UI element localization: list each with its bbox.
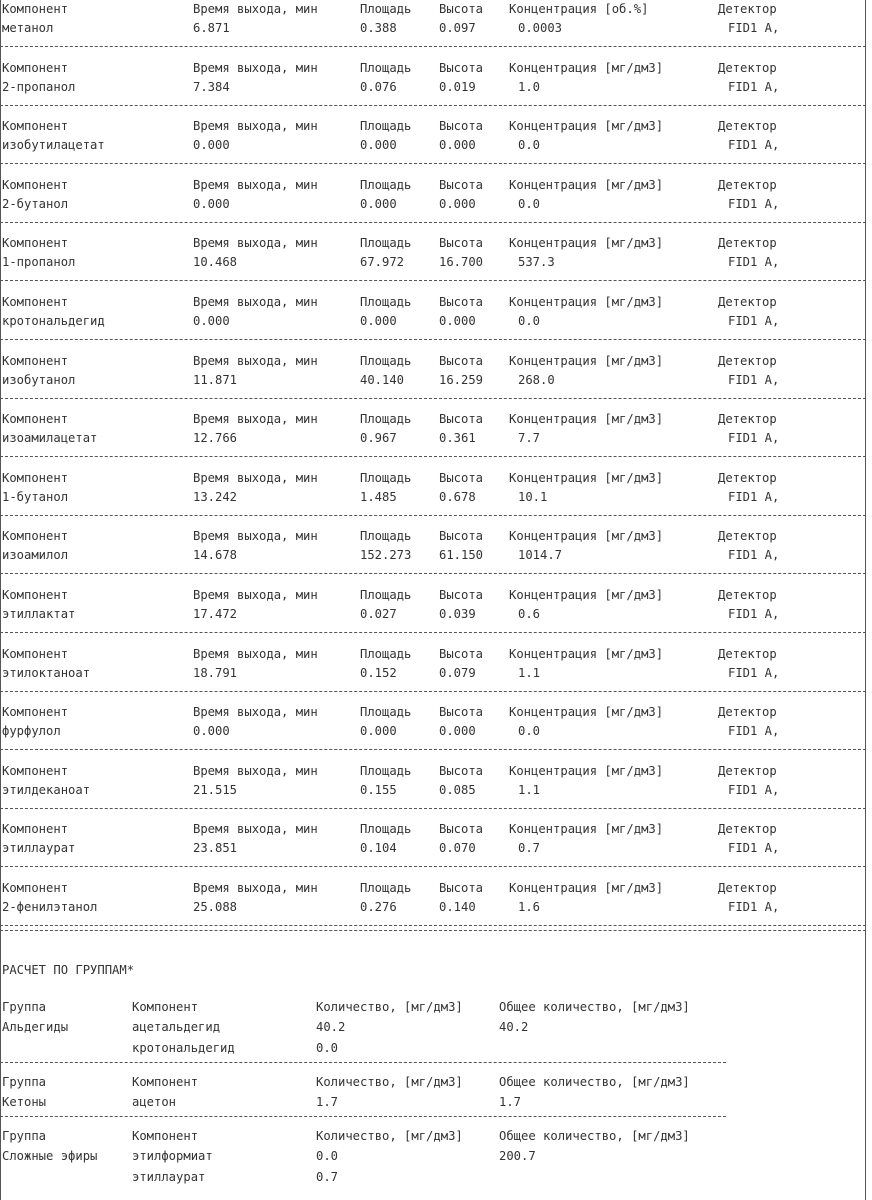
concentration-header: Концентрация [мг/дм3] — [509, 236, 664, 251]
height-value: 0.079 — [439, 665, 476, 680]
total-header: Общее количество, [мг/дм3] — [499, 1075, 690, 1089]
retention-time-header: Время выхода, мин — [193, 763, 318, 778]
component-name: метанол — [2, 21, 54, 35]
detector-value: FID1 A, — [728, 79, 780, 94]
concentration-header: Концентрация [мг/дм3] — [509, 470, 664, 485]
detector-header: Детектор — [718, 236, 777, 251]
detector-value: FID1 A, — [728, 255, 780, 270]
component-name: этиллаурат — [2, 841, 76, 856]
group-header-label: Группа — [2, 1075, 47, 1089]
area-value: 0.155 — [360, 782, 397, 797]
area-header: Площадь — [360, 353, 412, 368]
component-header-label: Компонент — [2, 60, 69, 75]
area-value: 0.152 — [360, 665, 397, 680]
retention-time-value: 21.515 — [193, 782, 238, 797]
concentration-header: Концентрация [мг/дм3] — [509, 588, 664, 602]
detector-value: FID1 A, — [728, 489, 780, 504]
detector-header: Детектор — [718, 119, 777, 134]
retention-time-header: Время выхода, мин — [193, 119, 318, 134]
component-header-label: Компонент — [2, 529, 69, 544]
area-header: Площадь — [360, 177, 412, 192]
group-amount: 0.7 — [316, 1170, 339, 1184]
retention-time-value: 0.000 — [193, 724, 230, 739]
separator-line — [0, 339, 866, 340]
component-name: этилоктаноат — [2, 665, 91, 680]
area-header: Площадь — [360, 470, 412, 485]
height-header: Высота — [439, 2, 484, 16]
concentration-header: Концентрация [об.%] — [509, 2, 649, 16]
component-header-label: Компонент — [2, 177, 69, 192]
concentration-value: 0.0 — [518, 724, 541, 739]
detector-header: Детектор — [718, 470, 777, 485]
height-header: Высота — [439, 236, 484, 251]
retention-time-header: Время выхода, мин — [193, 588, 318, 602]
height-value: 0.000 — [439, 196, 476, 211]
concentration-value: 0.0 — [518, 196, 541, 211]
retention-time-header: Время выхода, мин — [193, 60, 318, 75]
group-separator — [0, 1116, 726, 1117]
retention-time-header: Время выхода, мин — [193, 646, 318, 661]
detector-value: FID1 A, — [728, 21, 780, 35]
detector-header: Детектор — [718, 529, 777, 544]
height-header: Высота — [439, 763, 484, 778]
group-header-label: Группа — [2, 1000, 47, 1014]
area-header: Площадь — [360, 2, 412, 16]
detector-value: FID1 A, — [728, 138, 780, 153]
component-header-label: Компонент — [2, 119, 69, 134]
separator-line — [0, 749, 866, 750]
group-amount: 0.0 — [316, 1041, 339, 1055]
retention-time-header: Время выхода, мин — [193, 2, 318, 16]
right-border — [865, 0, 866, 1200]
concentration-value: 10.1 — [518, 489, 548, 504]
component-name: изоамилол — [2, 548, 69, 563]
component-name: этиллактат — [2, 607, 76, 621]
height-value: 61.150 — [439, 548, 484, 563]
detector-value: FID1 A, — [728, 665, 780, 680]
height-value: 0.678 — [439, 489, 476, 504]
detector-header: Детектор — [718, 2, 777, 16]
concentration-value: 1.1 — [518, 665, 541, 680]
concentration-value: 1.0 — [518, 79, 541, 94]
retention-time-header: Время выхода, мин — [193, 353, 318, 368]
area-value: 0.276 — [360, 900, 397, 914]
component-name: фурфулол — [2, 724, 61, 739]
retention-time-header: Время выхода, мин — [193, 470, 318, 485]
separator-line — [0, 925, 866, 926]
concentration-value: 0.7 — [518, 841, 541, 856]
detector-header: Детектор — [718, 646, 777, 661]
retention-time-header: Время выхода, мин — [193, 822, 318, 837]
height-value: 0.000 — [439, 724, 476, 739]
group-component: этиллаурат — [132, 1170, 206, 1184]
detector-header: Детектор — [718, 881, 777, 895]
area-value: 1.485 — [360, 489, 397, 504]
separator-line — [0, 573, 866, 574]
area-value: 0.076 — [360, 79, 397, 94]
height-header: Высота — [439, 822, 484, 837]
concentration-value: 0.0 — [518, 138, 541, 153]
height-header: Высота — [439, 705, 484, 720]
detector-header: Детектор — [718, 763, 777, 778]
concentration-header: Концентрация [мг/дм3] — [509, 705, 664, 720]
group-name: Альдегиды — [2, 1020, 69, 1034]
retention-time-value: 13.242 — [193, 489, 238, 504]
detector-value: FID1 A, — [728, 548, 780, 563]
height-header: Высота — [439, 60, 484, 75]
retention-time-value: 14.678 — [193, 548, 238, 563]
height-header: Высота — [439, 646, 484, 661]
detector-value: FID1 A, — [728, 841, 780, 856]
separator-line — [0, 691, 866, 692]
retention-time-value: 0.000 — [193, 138, 230, 153]
height-value: 16.259 — [439, 372, 484, 387]
retention-time-header: Время выхода, мин — [193, 705, 318, 720]
retention-time-value: 11.871 — [193, 372, 238, 387]
height-header: Высота — [439, 412, 484, 427]
area-value: 152.273 — [360, 548, 412, 563]
detector-value: FID1 A, — [728, 314, 780, 328]
retention-time-header: Время выхода, мин — [193, 881, 318, 895]
separator-line — [0, 46, 866, 47]
group-separator — [0, 1062, 726, 1063]
component-header-label: Компонент — [2, 646, 69, 661]
group-name: Сложные эфиры — [2, 1149, 98, 1163]
group-component: ацетон — [132, 1095, 177, 1109]
separator-line — [0, 222, 866, 223]
retention-time-value: 7.384 — [193, 79, 230, 94]
group-total: 40.2 — [499, 1020, 529, 1034]
concentration-value: 1014.7 — [518, 548, 563, 563]
group-amount: 40.2 — [316, 1020, 346, 1034]
separator-line — [0, 930, 866, 931]
height-header: Высота — [439, 881, 484, 895]
concentration-value: 268.0 — [518, 372, 555, 387]
height-value: 0.361 — [439, 431, 476, 446]
concentration-header: Концентрация [мг/дм3] — [509, 763, 664, 778]
detector-value: FID1 A, — [728, 900, 780, 914]
concentration-header: Концентрация [мг/дм3] — [509, 177, 664, 192]
component-header-label: Компонент — [2, 470, 69, 485]
component-header-label: Компонент — [2, 236, 69, 251]
component-header-label: Компонент — [2, 295, 69, 309]
retention-time-value: 6.871 — [193, 21, 230, 35]
height-value: 16.700 — [439, 255, 484, 270]
separator-line — [0, 456, 866, 457]
group-name: Кетоны — [2, 1095, 47, 1109]
retention-time-value: 0.000 — [193, 196, 230, 211]
component-header-label: Компонент — [2, 353, 69, 368]
total-header: Общее количество, [мг/дм3] — [499, 1000, 690, 1014]
concentration-value: 0.0003 — [518, 21, 563, 35]
group-total: 1.7 — [499, 1095, 522, 1109]
detector-header: Детектор — [718, 177, 777, 192]
area-header: Площадь — [360, 529, 412, 544]
height-value: 0.140 — [439, 900, 476, 914]
component-name: 2-пропанол — [2, 79, 76, 94]
retention-time-value: 0.000 — [193, 314, 230, 328]
concentration-header: Концентрация [мг/дм3] — [509, 412, 664, 427]
area-header: Площадь — [360, 881, 412, 895]
area-header: Площадь — [360, 60, 412, 75]
retention-time-header: Время выхода, мин — [193, 412, 318, 427]
separator-line — [0, 632, 866, 633]
component-name: изобутанол — [2, 372, 76, 387]
group-section-title: РАСЧЕТ ПО ГРУППАМ* — [2, 963, 135, 977]
detector-value: FID1 A, — [728, 724, 780, 739]
component-name: этилдеканоат — [2, 782, 91, 797]
component-name: 1-пропанол — [2, 255, 76, 270]
component-name: 2-бутанол — [2, 196, 69, 211]
retention-time-value: 12.766 — [193, 431, 238, 446]
height-value: 0.039 — [439, 607, 476, 621]
area-value: 67.972 — [360, 255, 405, 270]
group-component-header: Компонент — [132, 1000, 199, 1014]
concentration-value: 0.6 — [518, 607, 541, 621]
component-name: 1-бутанол — [2, 489, 69, 504]
concentration-value: 537.3 — [518, 255, 555, 270]
component-name: изобутилацетат — [2, 138, 105, 153]
retention-time-value: 18.791 — [193, 665, 238, 680]
height-header: Высота — [439, 588, 484, 602]
concentration-value: 1.1 — [518, 782, 541, 797]
area-value: 0.967 — [360, 431, 397, 446]
area-value: 0.000 — [360, 724, 397, 739]
group-component-header: Компонент — [132, 1075, 199, 1089]
component-header-label: Компонент — [2, 705, 69, 720]
concentration-value: 1.6 — [518, 900, 541, 914]
separator-line — [0, 280, 866, 281]
concentration-header: Концентрация [мг/дм3] — [509, 881, 664, 895]
concentration-header: Концентрация [мг/дм3] — [509, 119, 664, 134]
area-header: Площадь — [360, 295, 412, 309]
retention-time-header: Время выхода, мин — [193, 177, 318, 192]
detector-header: Детектор — [718, 822, 777, 837]
height-header: Высота — [439, 353, 484, 368]
detector-header: Детектор — [718, 588, 777, 602]
detector-header: Детектор — [718, 353, 777, 368]
height-header: Высота — [439, 295, 484, 309]
component-header-label: Компонент — [2, 2, 69, 16]
retention-time-value: 23.851 — [193, 841, 238, 856]
separator-line — [0, 808, 866, 809]
amount-header: Количество, [мг/дм3] — [316, 1000, 463, 1014]
retention-time-header: Время выхода, мин — [193, 295, 318, 309]
group-component: ацетальдегид — [132, 1020, 221, 1034]
component-name: изоамилацетат — [2, 431, 98, 446]
component-header-label: Компонент — [2, 588, 69, 602]
retention-time-header: Время выхода, мин — [193, 529, 318, 544]
height-value: 0.085 — [439, 782, 476, 797]
group-component: кротональдегид — [132, 1041, 235, 1055]
group-total: 200.7 — [499, 1149, 536, 1163]
area-value: 0.000 — [360, 314, 397, 328]
component-header-label: Компонент — [2, 412, 69, 427]
detector-value: FID1 A, — [728, 607, 780, 621]
detector-header: Детектор — [718, 412, 777, 427]
area-value: 0.000 — [360, 196, 397, 211]
detector-value: FID1 A, — [728, 372, 780, 387]
component-header-label: Компонент — [2, 881, 69, 895]
concentration-header: Концентрация [мг/дм3] — [509, 646, 664, 661]
area-header: Площадь — [360, 646, 412, 661]
concentration-header: Концентрация [мг/дм3] — [509, 60, 664, 75]
height-value: 0.000 — [439, 314, 476, 328]
concentration-value: 7.7 — [518, 431, 541, 446]
area-value: 40.140 — [360, 372, 405, 387]
separator-line — [0, 398, 866, 399]
area-value: 0.000 — [360, 138, 397, 153]
height-header: Высота — [439, 119, 484, 134]
group-amount: 0.0 — [316, 1149, 339, 1163]
height-value: 0.070 — [439, 841, 476, 856]
concentration-header: Концентрация [мг/дм3] — [509, 529, 664, 544]
left-border — [0, 0, 1, 1200]
area-value: 0.104 — [360, 841, 397, 856]
area-value: 0.388 — [360, 21, 397, 35]
separator-line — [0, 105, 866, 106]
area-header: Площадь — [360, 119, 412, 134]
retention-time-header: Время выхода, мин — [193, 236, 318, 251]
area-header: Площадь — [360, 412, 412, 427]
height-header: Высота — [439, 177, 484, 192]
height-header: Высота — [439, 470, 484, 485]
amount-header: Количество, [мг/дм3] — [316, 1075, 463, 1089]
height-value: 0.019 — [439, 79, 476, 94]
retention-time-value: 25.088 — [193, 900, 238, 914]
concentration-header: Концентрация [мг/дм3] — [509, 822, 664, 837]
area-header: Площадь — [360, 588, 412, 602]
separator-line — [0, 163, 866, 164]
group-component-header: Компонент — [132, 1129, 199, 1143]
height-header: Высота — [439, 529, 484, 544]
detector-header: Детектор — [718, 60, 777, 75]
height-value: 0.000 — [439, 138, 476, 153]
detector-value: FID1 A, — [728, 431, 780, 446]
group-component: этилформиат — [132, 1149, 213, 1163]
detector-value: FID1 A, — [728, 196, 780, 211]
component-header-label: Компонент — [2, 822, 69, 837]
separator-line — [0, 515, 866, 516]
area-header: Площадь — [360, 822, 412, 837]
group-amount: 1.7 — [316, 1095, 339, 1109]
retention-time-value: 10.468 — [193, 255, 238, 270]
retention-time-value: 17.472 — [193, 607, 238, 621]
concentration-header: Концентрация [мг/дм3] — [509, 353, 664, 368]
area-value: 0.027 — [360, 607, 397, 621]
detector-header: Детектор — [718, 295, 777, 309]
detector-header: Детектор — [718, 705, 777, 720]
group-header-label: Группа — [2, 1129, 47, 1143]
component-name: 2-фенилэтанол — [2, 900, 98, 914]
height-value: 0.097 — [439, 21, 476, 35]
amount-header: Количество, [мг/дм3] — [316, 1129, 463, 1143]
area-header: Площадь — [360, 236, 412, 251]
area-header: Площадь — [360, 763, 412, 778]
area-header: Площадь — [360, 705, 412, 720]
total-header: Общее количество, [мг/дм3] — [499, 1129, 690, 1143]
concentration-header: Концентрация [мг/дм3] — [509, 295, 664, 309]
concentration-value: 0.0 — [518, 314, 541, 328]
separator-line — [0, 866, 866, 867]
component-name: кротональдегид — [2, 314, 105, 328]
detector-value: FID1 A, — [728, 782, 780, 797]
component-header-label: Компонент — [2, 763, 69, 778]
